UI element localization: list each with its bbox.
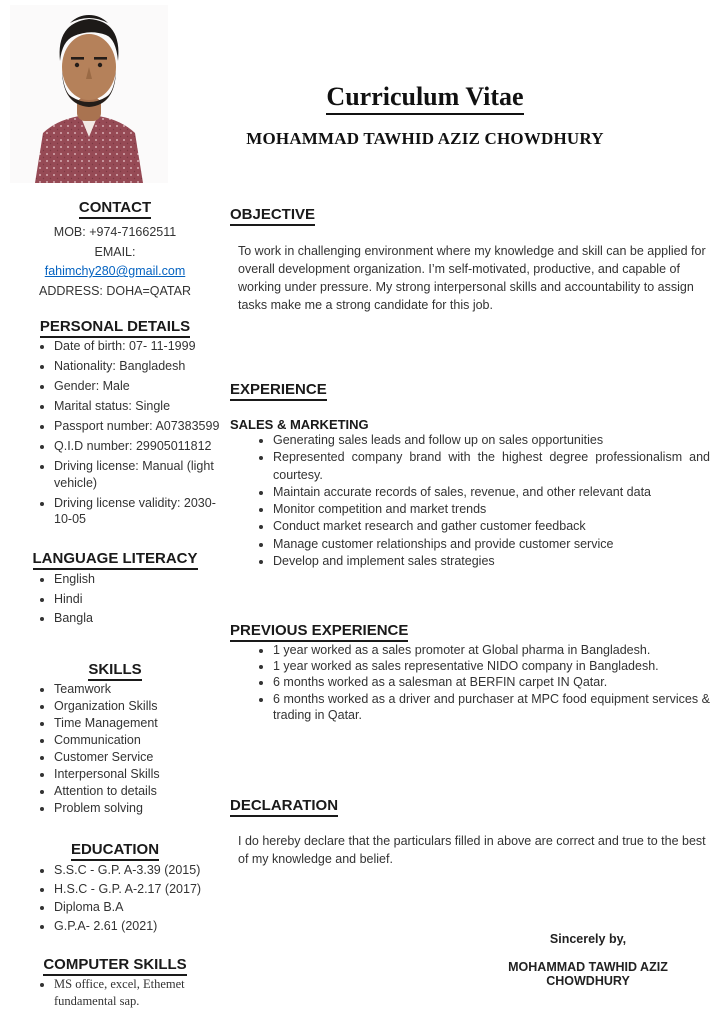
- declaration-heading: DECLARATION: [230, 797, 710, 817]
- list-item: • Generating sales leads and follow up on sales opportunities: [273, 432, 710, 449]
- declaration-section: [230, 797, 710, 868]
- education-heading: EDUCATION: [8, 841, 222, 861]
- list-item: • S.S.C - G.P. A-3.39 (2015): [54, 861, 222, 880]
- candidate-name-heading: MOHAMMAD TAWHID AZIZ CHOWDHURY: [246, 128, 604, 148]
- contact-section: [8, 199, 222, 301]
- page-title: Curriculum Vitae: [326, 82, 523, 115]
- signature-name: MOHAMMAD TAWHID AZIZ CHOWDHURY: [508, 960, 668, 988]
- education-list: [8, 861, 222, 935]
- list-item: • Driving license validity: 2030-10-05: [54, 495, 222, 528]
- list-item: • Problem solving: [54, 800, 222, 817]
- list-item: • Monitor competition and market trends: [273, 501, 710, 518]
- personal-details-section: [8, 318, 222, 531]
- list-item: • Diploma B.A: [54, 898, 222, 917]
- list-item: • 1 year worked as sales representative NIDO company in Bangladesh.: [273, 658, 710, 674]
- experience-list: [230, 432, 710, 570]
- email-link[interactable]: fahimchy280@gmail.com: [44, 264, 186, 278]
- list-item: • Customer Service: [54, 749, 222, 766]
- list-item: • 6 months worked as a salesman at BERFIN carpet IN Qatar.: [273, 674, 710, 690]
- previous-experience-heading: PREVIOUS EXPERIENCE: [230, 622, 710, 642]
- list-item: • 6 months worked as a driver and purchaser at MPC food equipment services & trading in Qatar.: [273, 691, 710, 723]
- list-item: • Teamwork: [54, 681, 222, 698]
- objective-heading: OBJECTIVE: [230, 206, 710, 226]
- experience-subheading: SALES & MARKETING: [230, 417, 369, 432]
- portrait-photo-graphic: [10, 5, 168, 183]
- list-item: • Date of birth: 07- 11-1999: [54, 338, 222, 355]
- skills-list: [8, 681, 222, 817]
- list-item: • Nationality: Bangladesh: [54, 358, 222, 375]
- language-literacy-heading: LANGUAGE LITERACY: [8, 550, 222, 570]
- list-item: • Communication: [54, 732, 222, 749]
- signature-block: [468, 932, 708, 988]
- experience-section: [230, 381, 710, 570]
- objective-text: To work in challenging environment where my knowledge and skill can be applied for overall development organization. I’m self-motivated, productive, and capable of working under pressure. My strong interpersonal skills and accountability to assign tasks make me a strong candidate for this job.: [238, 244, 706, 312]
- list-item: • Develop and implement sales strategies: [273, 553, 710, 570]
- list-item: • MS office, excel, Ethemet fundamental sap.: [54, 976, 222, 1010]
- computer-skills-section: [8, 956, 222, 1010]
- list-item: • Hindi: [54, 590, 222, 610]
- language-literacy-section: [8, 550, 222, 629]
- list-item: • Passport number: A07383599: [54, 418, 222, 435]
- address-line: ADDRESS: DOHA=QATAR: [39, 283, 191, 298]
- skills-section: [8, 661, 222, 817]
- contact-heading: CONTACT: [8, 199, 222, 219]
- mobile-number: MOB: +974-71662511: [53, 225, 177, 239]
- list-item: • Represented company brand with the highest degree professionalism and courtesy.: [273, 449, 710, 484]
- skills-heading: SKILLS: [8, 661, 222, 681]
- computer-skills-list: [8, 976, 222, 1010]
- computer-skills-heading: COMPUTER SKILLS: [8, 956, 222, 976]
- list-item: • Conduct market research and gather customer feedback: [273, 518, 710, 535]
- list-item: • Organization Skills: [54, 698, 222, 715]
- list-item: • Driving license: Manual (light vehicle): [54, 458, 222, 491]
- email-line: [8, 262, 222, 282]
- portrait-photo: [10, 5, 168, 183]
- list-item: • English: [54, 570, 222, 590]
- list-item: • 1 year worked as a sales promoter at Global pharma in Bangladesh.: [273, 642, 710, 658]
- list-item: • Q.I.D number: 29905011812: [54, 438, 222, 455]
- declaration-text: I do hereby declare that the particulars filled in above are correct and true to the best of my knowledge and belief.: [238, 834, 706, 866]
- list-item: • Maintain accurate records of sales, revenue, and other relevant data: [273, 484, 710, 501]
- list-item: • H.S.C - G.P. A-2.17 (2017): [54, 880, 222, 899]
- list-item: • G.P.A- 2.61 (2021): [54, 917, 222, 936]
- experience-heading: EXPERIENCE: [230, 381, 710, 401]
- previous-experience-list: [230, 642, 710, 723]
- list-item: • Time Management: [54, 715, 222, 732]
- list-item: • Bangla: [54, 609, 222, 629]
- list-item: • Attention to details: [54, 783, 222, 800]
- signature-closing: Sincerely by,: [549, 932, 627, 946]
- list-item: • Manage customer relationships and provide customer service: [273, 536, 710, 553]
- list-item: • Interpersonal Skills: [54, 766, 222, 783]
- previous-experience-section: [230, 622, 710, 723]
- personal-details-list: [8, 338, 222, 528]
- language-list: [8, 570, 222, 629]
- objective-section: [230, 206, 710, 314]
- title-block: [230, 82, 620, 149]
- personal-details-heading: PERSONAL DETAILS: [8, 318, 222, 338]
- list-item: • Gender: Male: [54, 378, 222, 395]
- list-item: • Marital status: Single: [54, 398, 222, 415]
- education-section: [8, 841, 222, 935]
- email-label: EMAIL:: [94, 244, 136, 259]
